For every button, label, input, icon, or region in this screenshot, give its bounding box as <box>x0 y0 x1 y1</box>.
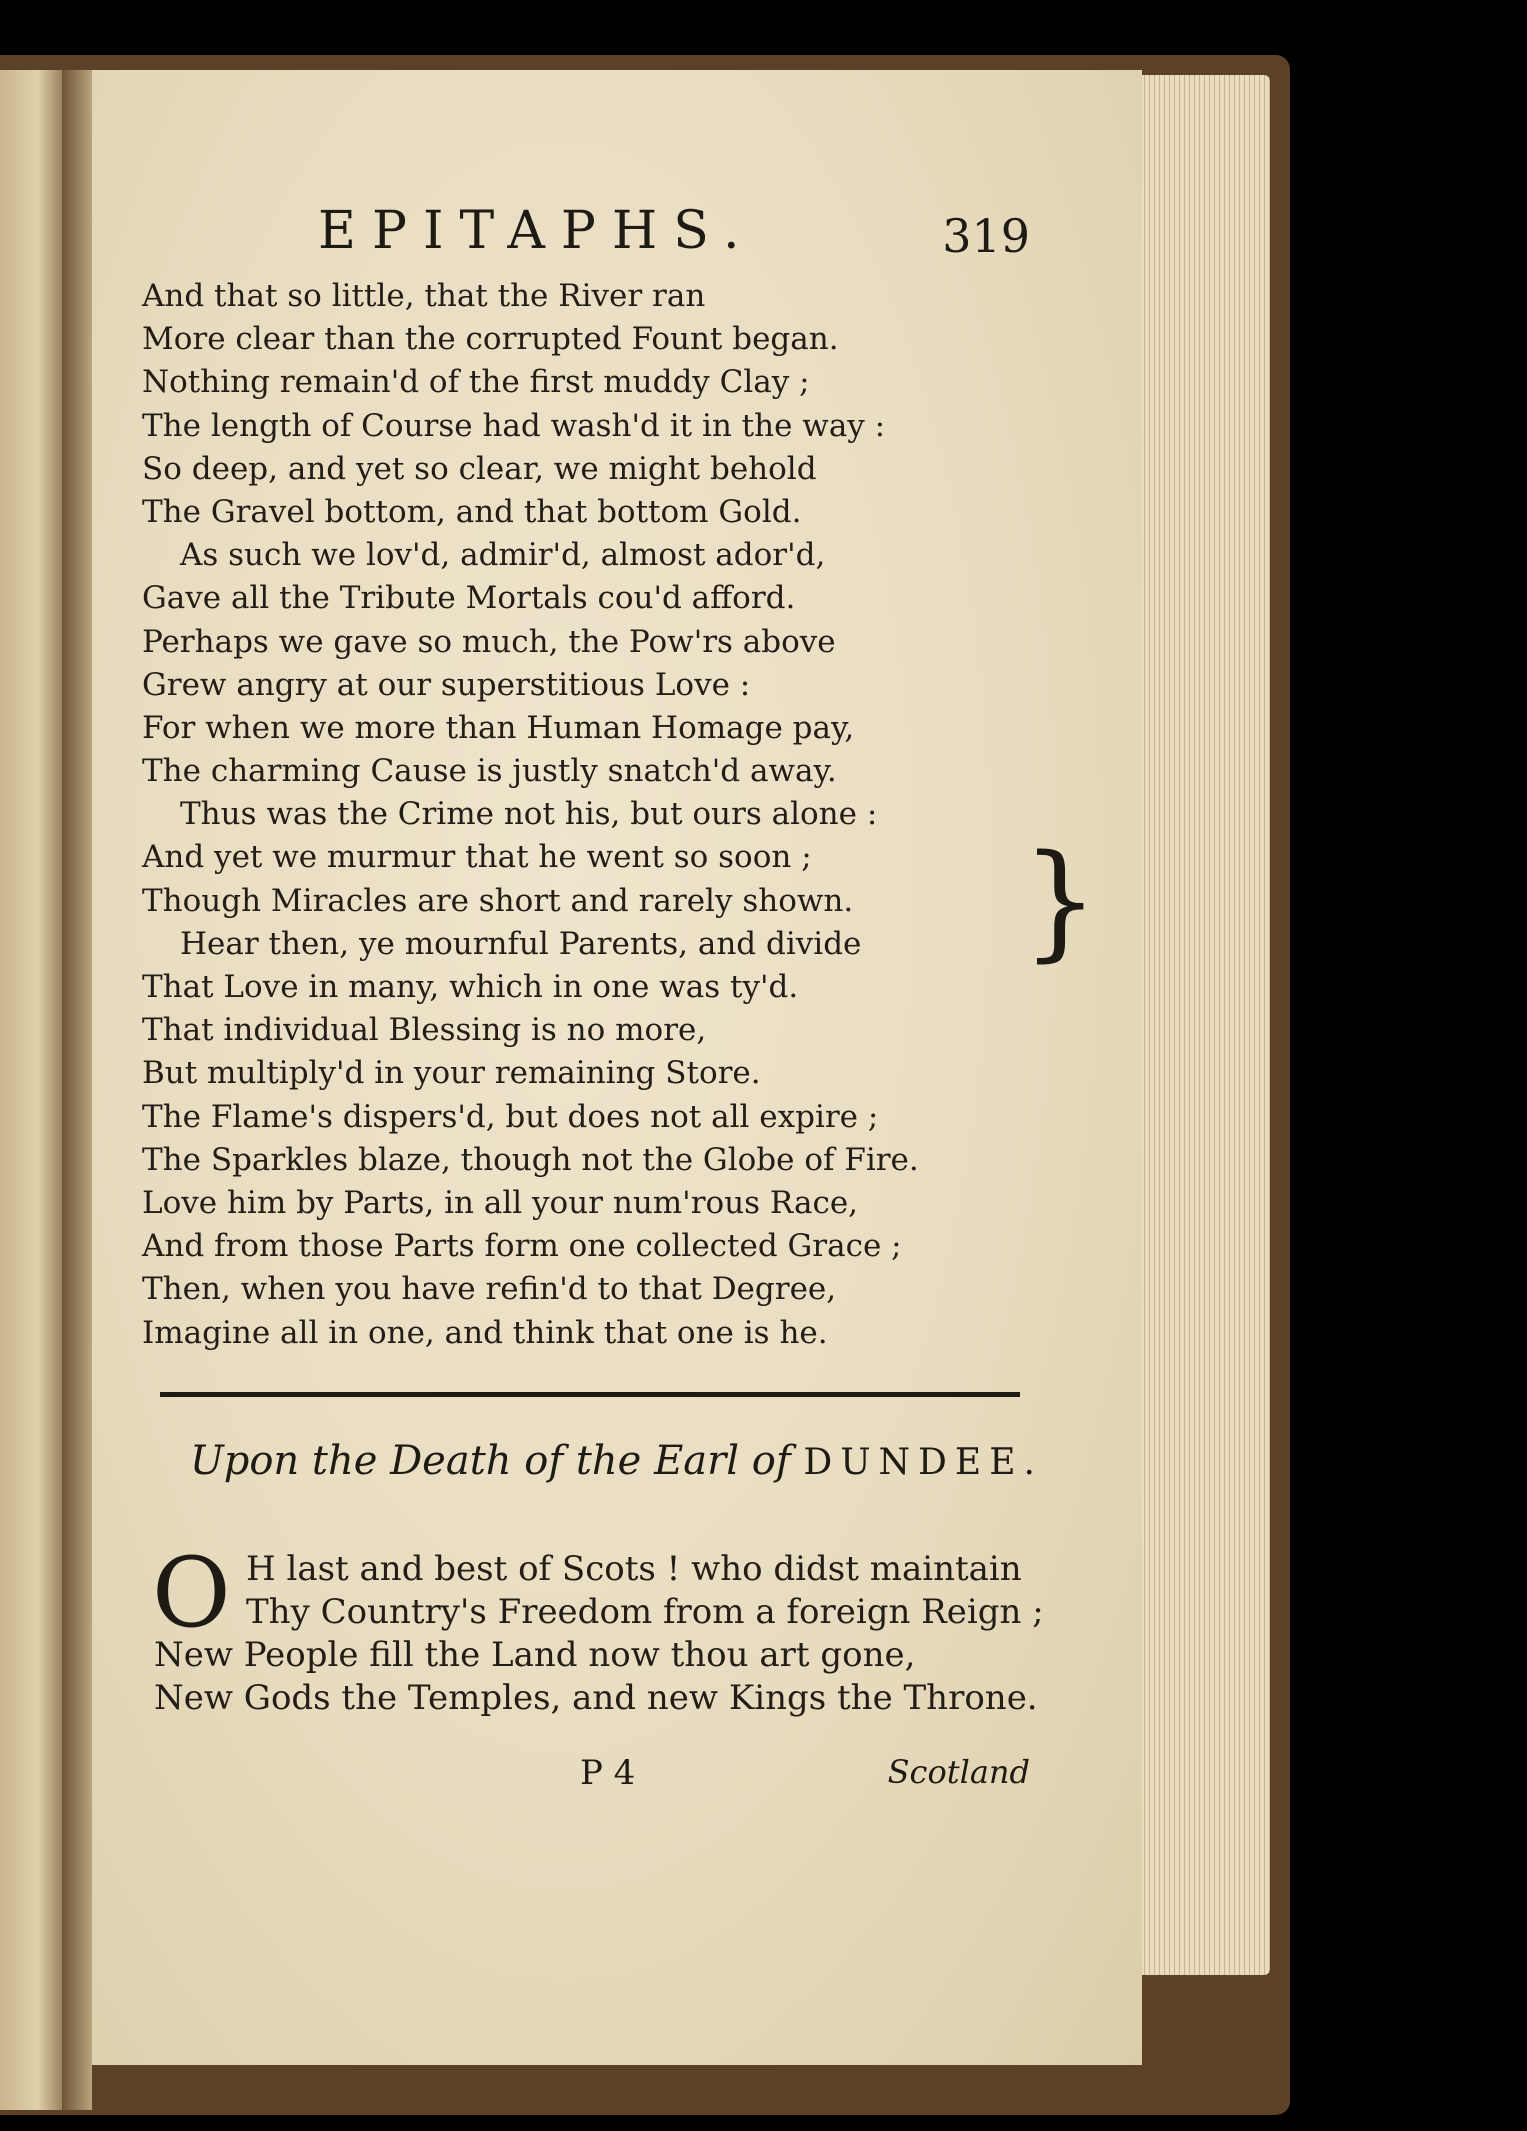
poem-line: The Flame's dispers'd, but does not all expire ; <box>142 1098 879 1135</box>
poem-line: That Love in many, which in one was ty'd. <box>142 969 799 1005</box>
poem-line: That individual Blessing is no more, <box>142 1012 707 1049</box>
poem-line: The Sparkles blaze, though not the Globe of Fire. <box>142 1141 919 1178</box>
poem-line: The length of Course had wash'd it in the way : <box>142 407 886 444</box>
poem-line: New Gods the Temples, and new Kings the Throne. <box>154 1678 1038 1718</box>
poem-line: But multiply'd in your remaining Store. <box>142 1055 761 1092</box>
subtitle-caps: DUNDEE. <box>803 1442 1043 1483</box>
poem-text <box>142 275 1099 1355</box>
poem-line: More clear than the corrupted Fount began. <box>142 321 839 358</box>
page-header <box>150 135 1030 263</box>
poem-line: Thus was the Crime not his, but ours alone : <box>180 796 878 833</box>
dundee-poem <box>152 1537 1044 1720</box>
poem-line: The charming Cause is justly snatch'd away. <box>142 753 837 790</box>
poem-line: New People fill the Land now thou art gone, <box>154 1635 916 1675</box>
poem-line: Love him by Parts, in all your num'rous Race, <box>142 1184 859 1221</box>
book-gutter <box>62 70 92 2110</box>
poem-line: Nothing remain'd of the first muddy Clay ; <box>142 364 810 401</box>
poem-line: Gave all the Tribute Mortals cou'd afford. <box>142 580 796 617</box>
poem-line: Hear then, ye mournful Parents, and divide <box>180 925 862 962</box>
section-rule <box>160 1392 1020 1397</box>
poem-line: Grew angry at our superstitious Love : <box>142 666 751 703</box>
poem-line: So deep, and yet so clear, we might behold <box>142 450 817 487</box>
poem-line: Thy Country's Freedom from a foreign Reign ; <box>246 1592 1044 1632</box>
poem-line: H last and best of Scots ! who didst maintain <box>246 1549 1022 1589</box>
previous-page-edge <box>0 70 62 2110</box>
poem-line: Though Miracles are short and rarely shown. <box>142 882 854 919</box>
running-title: EPITAPHS. <box>318 201 756 261</box>
poem-line: Then, when you have refin'd to that Degree, <box>142 1271 837 1308</box>
poem-line: For when we more than Human Homage pay, <box>142 709 855 746</box>
page-number: 319 <box>942 209 1030 263</box>
page <box>92 70 1142 2065</box>
drop-cap: O <box>152 1537 231 1649</box>
page-footer <box>150 1753 1030 1803</box>
triplet-brace: } <box>1022 828 1099 975</box>
signature-mark: P 4 <box>580 1753 636 1793</box>
catchword: Scotland <box>887 1753 1030 1791</box>
poem-line: And yet we murmur that he went so soon ; <box>142 839 812 876</box>
poem-line: And from those Parts form one collected Grace ; <box>142 1228 902 1265</box>
poem-line: Imagine all in one, and think that one is he. <box>142 1314 828 1351</box>
subtitle-italic: Upon the Death of the Earl of <box>190 1438 791 1484</box>
poem-line: The Gravel bottom, and that bottom Gold. <box>142 493 802 530</box>
section-subtitle <box>190 1438 1043 1484</box>
poem-line: Perhaps we gave so much, the Pow'rs above <box>142 623 836 660</box>
poem-line: As such we lov'd, admir'd, almost ador'd, <box>180 537 826 574</box>
poem-line: And that so little, that the River ran <box>142 278 706 314</box>
